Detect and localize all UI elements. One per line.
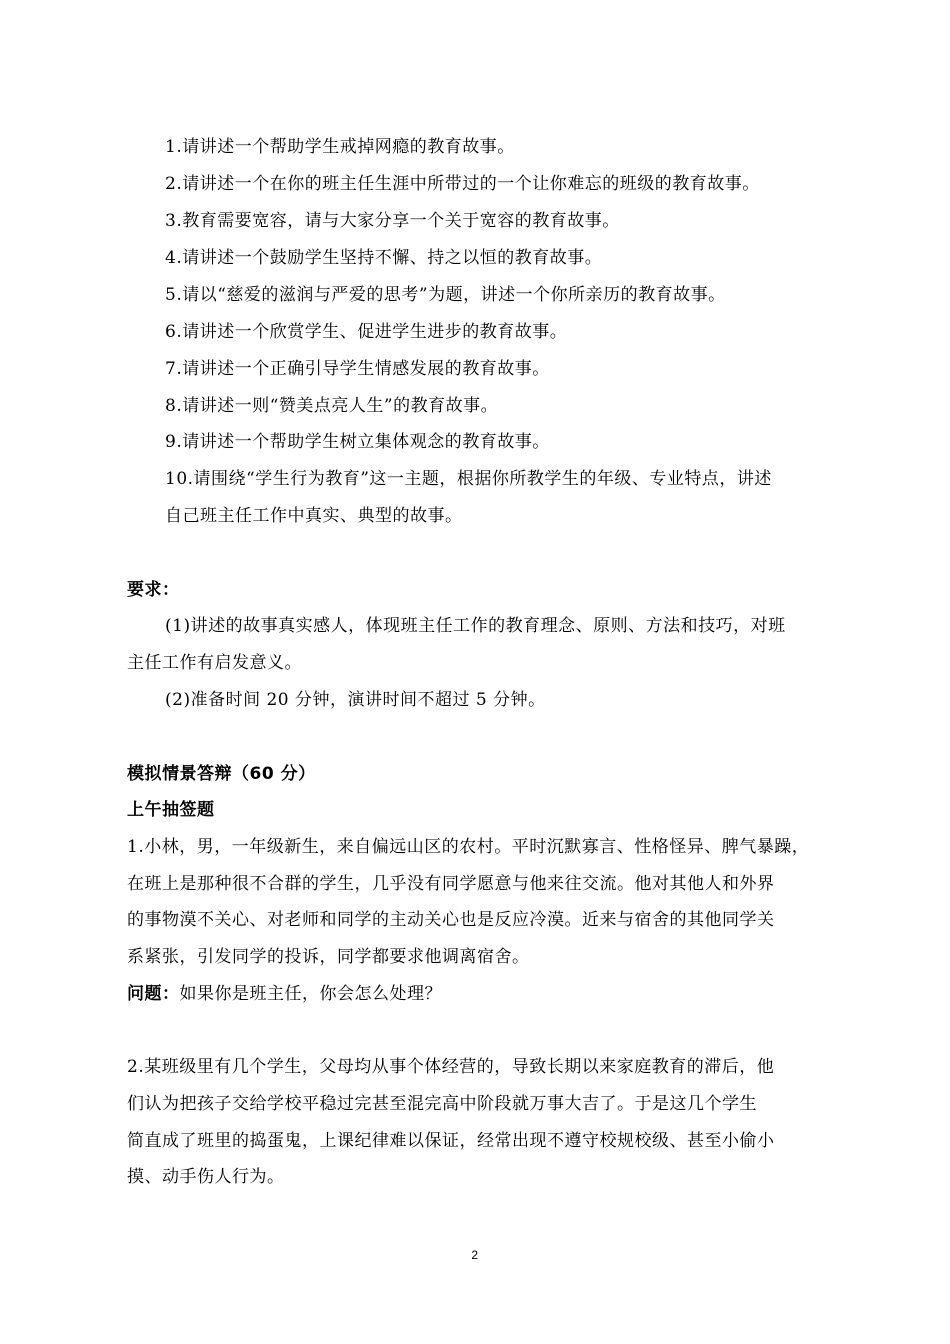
requirement-1-line1: (1)讲述的故事真实感人，体现班主任工作的教育理念、原则、方法和技巧，对班 xyxy=(165,616,786,636)
topic-item-5: 5.请以“慈爱的滋润与严爱的思考”为题，讲述一个你所亲历的教育故事。 xyxy=(165,285,726,305)
case2-line1: 2.某班级里有几个学生，父母均从事个体经营的，导致长期以来家庭教育的滞后，他 xyxy=(127,1057,775,1077)
case1-line3: 的事物漠不关心、对老师和同学的主动关心也是反应冷漠。近来与宿舍的其他同学关 xyxy=(127,910,775,930)
question-text: 如果你是班主任，你会怎么处理？ xyxy=(179,984,442,1004)
requirements-heading: 要求： xyxy=(127,580,180,600)
topic-item-7: 7.请讲述一个正确引导学生情感发展的教育故事。 xyxy=(165,359,550,379)
topic-item-8: 8.请讲述一则“赞美点亮人生”的教育故事。 xyxy=(165,396,499,416)
section-subtitle: 上午抽签题 xyxy=(127,800,215,820)
page-number: 2 xyxy=(471,1248,479,1262)
section-title: 模拟情景答辩（60 分） xyxy=(127,764,316,784)
topic-item-3: 3.教育需要宽容，请与大家分享一个关于宽容的教育故事。 xyxy=(165,211,620,231)
topic-item-6: 6.请讲述一个欣赏学生、促进学生进步的教育故事。 xyxy=(165,322,568,342)
topic-item-10-line1: 10.请围绕“学生行为教育”这一主题，根据你所教学生的年级、专业特点，讲述 xyxy=(165,469,772,489)
case1-question xyxy=(127,982,442,1006)
case1-line1: 1.小林，男，一年级新生，来自偏远山区的农村。平时沉默寡言、性格怪异、脾气暴躁， xyxy=(127,837,810,857)
case2-line2: 们认为把孩子交给学校平稳过完甚至混完高中阶段就万事大吉了。于是这几个学生 xyxy=(127,1094,757,1114)
case2-line3: 简直成了班里的捣蛋鬼，上课纪律难以保证，经常出现不遵守校规校级、甚至小偷小 xyxy=(127,1131,775,1151)
topic-item-10-line2: 自己班主任工作中真实、典型的故事。 xyxy=(165,506,463,526)
requirement-1-line2: 主任工作有启发意义。 xyxy=(127,653,302,673)
topic-item-2: 2.请讲述一个在你的班主任生涯中所带过的一个让你难忘的班级的教育故事。 xyxy=(165,174,760,194)
requirement-2: (2)准备时间 20 分钟，演讲时间不超过 5 分钟。 xyxy=(165,690,546,710)
case1-line2: 在班上是那种很不合群的学生，几乎没有同学愿意与他来往交流。他对其他人和外界 xyxy=(127,874,775,894)
question-label: 问题： xyxy=(127,984,180,1004)
topic-item-1: 1.请讲述一个帮助学生戒掉网瘾的教育故事。 xyxy=(165,137,515,157)
case2-line4: 摸、动手伤人行为。 xyxy=(127,1167,285,1187)
topic-item-4: 4.请讲述一个鼓励学生坚持不懈、持之以恒的教育故事。 xyxy=(165,248,603,268)
case1-line4: 系紧张，引发同学的投诉，同学都要求他调离宿舍。 xyxy=(127,947,530,967)
topic-item-9: 9.请讲述一个帮助学生树立集体观念的教育故事。 xyxy=(165,432,550,452)
